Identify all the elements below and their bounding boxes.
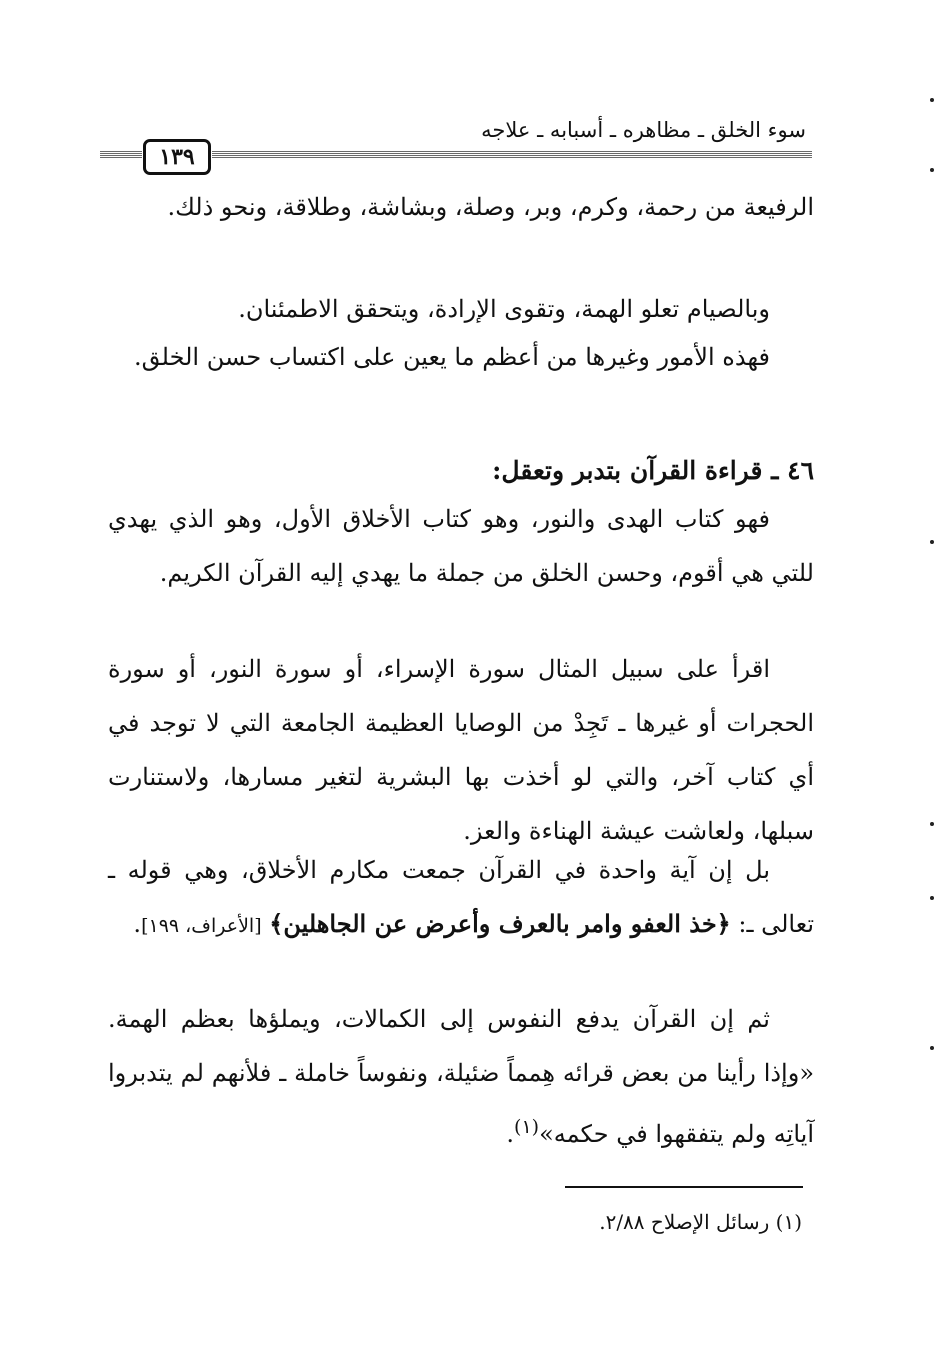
verse-reference: [الأعراف، ١٩٩] [141, 915, 262, 937]
page-number: ١٣٩ [143, 139, 211, 175]
paragraph-4: فهو كتاب الهدى والنور، وهو كتاب الأخلاق الأول، وهو الذي يهدي للتي هي أقوم، وحسن الخلق من جملة ما يهدي إليه القرآن الكريم. [108, 505, 814, 587]
margin-speck [930, 98, 934, 102]
quran-verse: ﴿خذ العفو وامر بالعرف وأعرض عن الجاهلين﴾ [269, 909, 731, 938]
margin-speck [930, 822, 934, 826]
footnote-separator [565, 1186, 803, 1188]
paragraph-7 [108, 992, 814, 1161]
paragraph-6 [108, 843, 814, 953]
running-title: سوء الخلق ـ مظاهره ـ أسبابه ـ علاجه [481, 118, 806, 142]
footnote-marker: (١) [514, 1116, 540, 1138]
paragraph-2: وبالصيام تعلو الهمة، وتقوى الإرادة، ويتحقق الاطمئنان. [238, 295, 770, 323]
margin-speck [930, 540, 934, 544]
margin-speck [930, 1046, 934, 1050]
paragraph-1: الرفيعة من رحمة، وكرم، وبر، وصلة، وبشاشة، وطلاقة، ونحو ذلك. [167, 193, 814, 221]
margin-speck [930, 896, 934, 900]
paragraph-7-end: . [506, 1120, 515, 1148]
paragraph-5: اقرأ على سبيل المثال سورة الإسراء، أو سورة النور، أو سورة الحجرات أو غيرها ـ تَجِدْ من الوصايا العظيمة الجامعة التي لا توجد في أي كتاب آخر، والتي لو أخذت بها البشرية لتغير مسارها، ولاستنارت سبلها، ولعاشت عيشة الهناءة والعز. [108, 655, 814, 845]
header-rule [212, 151, 812, 158]
paragraph-6-end: . [133, 910, 142, 938]
paragraph-6-intro: بل إن آية واحدة في القرآن جمعت مكارم الأخلاق، وهي قوله ـ تعالى ـ: [108, 856, 814, 938]
section-heading: ٤٦ ـ قراءة القرآن بتدبر وتعقل: [492, 456, 814, 485]
header-rule-left [100, 151, 142, 158]
margin-speck [930, 168, 934, 172]
paragraph-7-body: ثم إن القرآن يدفع النفوس إلى الكمالات، ويملؤها بعظم الهمة. «وإذا رأينا من بعض قرائه هِمماً ضئيلة، ونفوساً خاملة ـ فلأنهم لم يتدبروا آياتِه ولم يتفقهوا في حكمه» [108, 1005, 814, 1148]
paragraph-3: فهذه الأمور وغيرها من أعظم ما يعين على اكتساب حسن الخلق. [134, 343, 770, 371]
footnote: (١) رسائل الإصلاح ٢/٨٨. [599, 1210, 802, 1234]
